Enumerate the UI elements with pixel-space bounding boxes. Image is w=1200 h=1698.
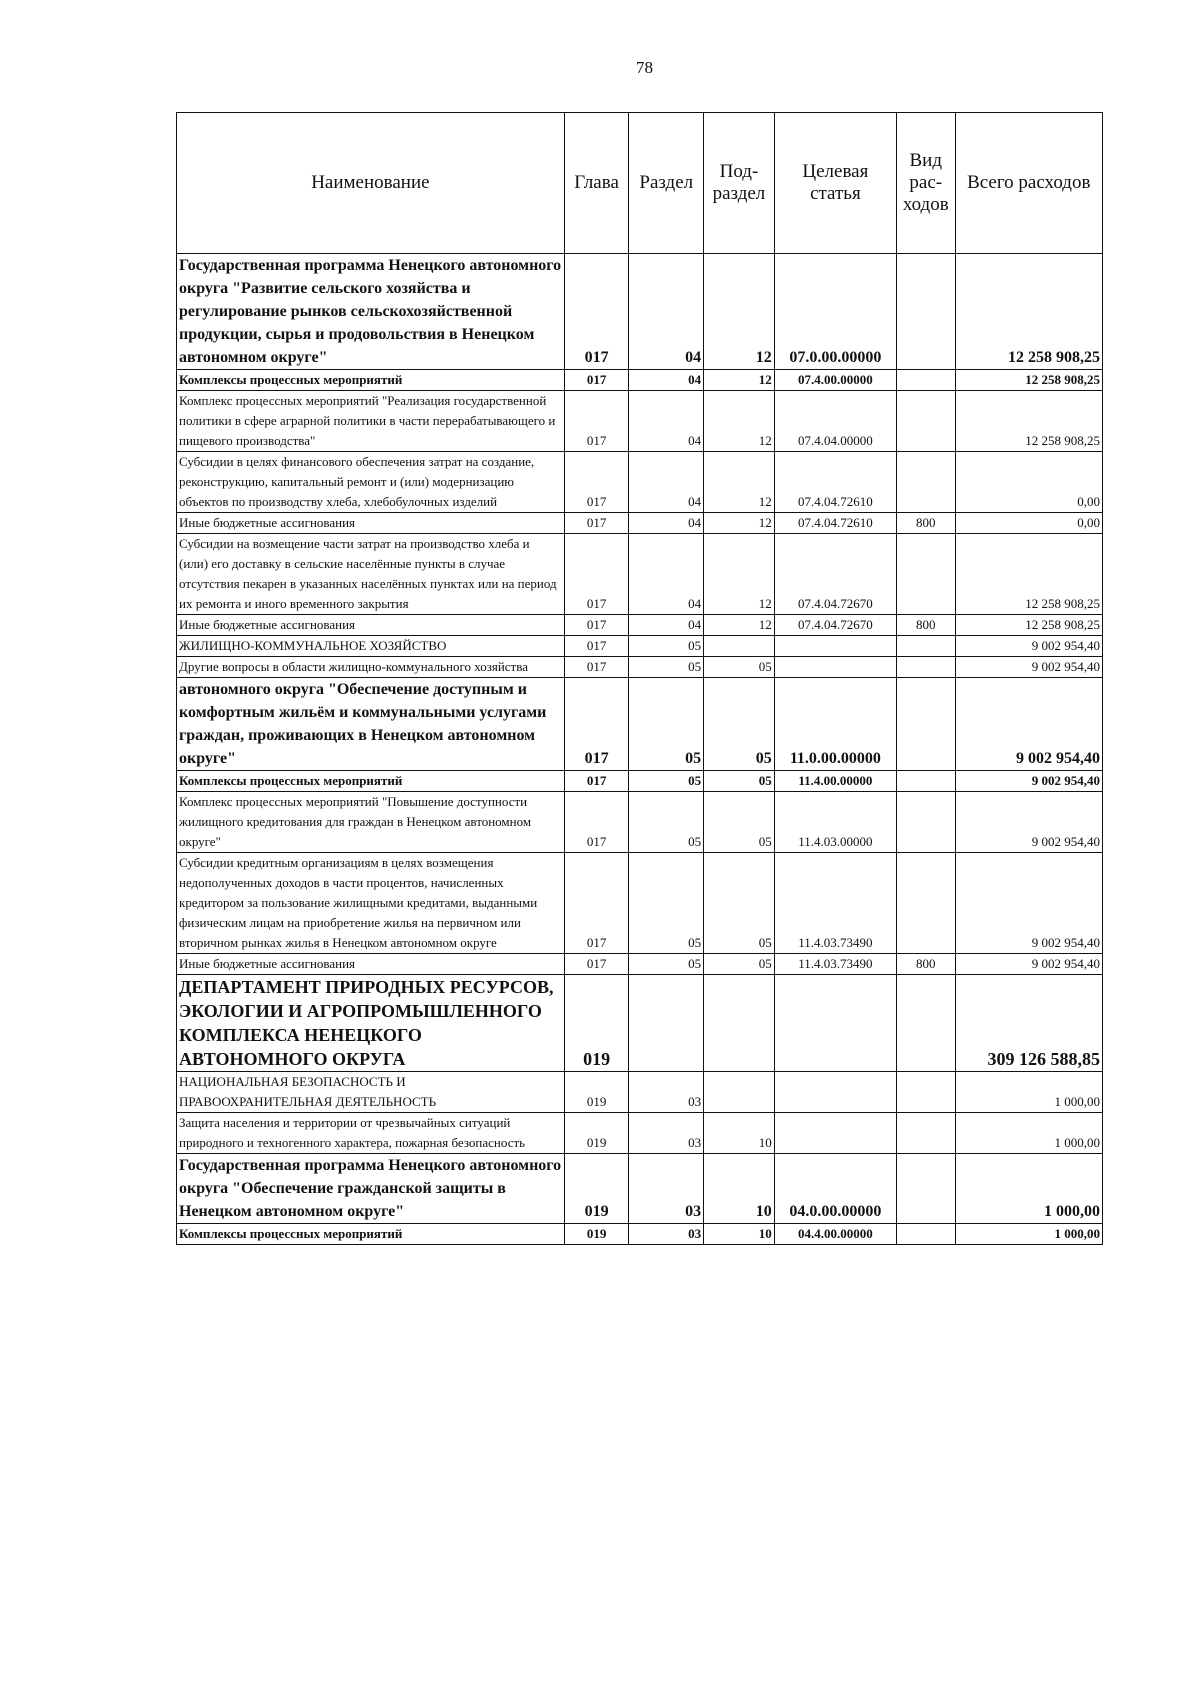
row-total-cell: 1 000,00: [955, 1113, 1102, 1154]
row-total-cell: 9 002 954,40: [955, 771, 1102, 792]
row-tselevaya-cell: 11.4.03.73490: [774, 853, 896, 954]
row-total-cell: 309 126 588,85: [955, 975, 1102, 1072]
row-name-cell: НАЦИОНАЛЬНАЯ БЕЗОПАСНОСТЬ И ПРАВООХРАНИТЕЛЬНАЯ ДЕЯТЕЛЬНОСТЬ: [177, 1072, 565, 1113]
header-tselevaya-statya: Целевая статья: [774, 113, 896, 254]
row-tselevaya-cell: 07.4.04.00000: [774, 391, 896, 452]
row-tselevaya-cell: 07.4.04.72670: [774, 615, 896, 636]
row-name-cell: Комплексы процессных мероприятий: [177, 1224, 565, 1245]
row-podrazdel-cell: 10: [704, 1224, 775, 1245]
row-tselevaya-cell: [774, 1072, 896, 1113]
row-razdel-cell: 05: [629, 792, 704, 853]
table-row: [177, 975, 1103, 1072]
row-name-cell: Государственная программа Ненецкого автономного округа "Развитие сельского хозяйства и регулирование рынков сельскохозяйственной продукции, сырья и продовольствия в Ненецком автономном округе": [177, 254, 565, 370]
row-podrazdel-cell: 12: [704, 370, 775, 391]
row-name-cell: Защита населения и территории от чрезвычайных ситуаций природного и техногенного характера, пожарная безопасность: [177, 1113, 565, 1154]
row-razdel-cell: 04: [629, 254, 704, 370]
row-tselevaya-cell: [774, 975, 896, 1072]
row-vid-cell: [896, 534, 955, 615]
row-glava-cell: 017: [564, 254, 629, 370]
row-glava-cell: 019: [564, 1154, 629, 1224]
row-razdel-cell: 05: [629, 657, 704, 678]
row-tselevaya-cell: 07.4.04.72610: [774, 513, 896, 534]
table-row: [177, 954, 1103, 975]
row-name-cell: Иные бюджетные ассигнования: [177, 615, 565, 636]
row-total-cell: 9 002 954,40: [955, 678, 1102, 771]
row-total-cell: 9 002 954,40: [955, 853, 1102, 954]
row-tselevaya-cell: [774, 636, 896, 657]
row-glava-cell: 017: [564, 678, 629, 771]
table-row: [177, 615, 1103, 636]
row-glava-cell: 017: [564, 792, 629, 853]
table-row: [177, 853, 1103, 954]
row-tselevaya-cell: 11.4.03.73490: [774, 954, 896, 975]
row-name-cell: Другие вопросы в области жилищно-коммунального хозяйства: [177, 657, 565, 678]
row-podrazdel-cell: 05: [704, 954, 775, 975]
row-razdel-cell: 04: [629, 615, 704, 636]
row-razdel-cell: 04: [629, 534, 704, 615]
header-razdel: Раздел: [629, 113, 704, 254]
row-tselevaya-cell: 07.0.00.00000: [774, 254, 896, 370]
row-vid-cell: [896, 1113, 955, 1154]
row-glava-cell: 017: [564, 853, 629, 954]
row-vid-cell: [896, 975, 955, 1072]
row-podrazdel-cell: [704, 1072, 775, 1113]
row-name-cell: Субсидии кредитным организациям в целях возмещения недополученных доходов в части процентов, начисленных кредитором за пользование жилищными кредитами, выданными физическим лицам на приобретение жилья на первичном или вторичном рынках жилья в Ненецком автономном округе: [177, 853, 565, 954]
row-tselevaya-cell: 11.4.03.00000: [774, 792, 896, 853]
row-glava-cell: 017: [564, 534, 629, 615]
row-glava-cell: 019: [564, 1072, 629, 1113]
row-podrazdel-cell: 05: [704, 771, 775, 792]
row-vid-cell: [896, 391, 955, 452]
row-podrazdel-cell: 10: [704, 1154, 775, 1224]
row-tselevaya-cell: 04.0.00.00000: [774, 1154, 896, 1224]
row-total-cell: 9 002 954,40: [955, 954, 1102, 975]
row-vid-cell: [896, 370, 955, 391]
row-tselevaya-cell: 07.4.04.72670: [774, 534, 896, 615]
row-vid-cell: [896, 771, 955, 792]
table-row: [177, 391, 1103, 452]
row-name-cell: Иные бюджетные ассигнования: [177, 954, 565, 975]
row-podrazdel-cell: 12: [704, 391, 775, 452]
row-total-cell: 0,00: [955, 452, 1102, 513]
header-podrazdel: Под- раздел: [704, 113, 775, 254]
row-total-cell: 12 258 908,25: [955, 391, 1102, 452]
row-podrazdel-cell: 12: [704, 254, 775, 370]
row-tselevaya-cell: 07.4.04.72610: [774, 452, 896, 513]
row-glava-cell: 017: [564, 771, 629, 792]
row-vid-cell: [896, 792, 955, 853]
row-total-cell: 12 258 908,25: [955, 534, 1102, 615]
row-podrazdel-cell: 05: [704, 792, 775, 853]
budget-table: [176, 112, 1103, 1245]
row-total-cell: 0,00: [955, 513, 1102, 534]
row-vid-cell: 800: [896, 954, 955, 975]
row-podrazdel-cell: 12: [704, 615, 775, 636]
row-tselevaya-cell: 11.4.00.00000: [774, 771, 896, 792]
row-tselevaya-cell: [774, 1113, 896, 1154]
row-glava-cell: 017: [564, 954, 629, 975]
table-row: [177, 513, 1103, 534]
row-total-cell: 12 258 908,25: [955, 370, 1102, 391]
table-row: [177, 254, 1103, 370]
row-vid-cell: 800: [896, 615, 955, 636]
row-podrazdel-cell: 12: [704, 534, 775, 615]
row-vid-cell: 800: [896, 513, 955, 534]
page-number: 78: [636, 58, 653, 77]
row-name-cell: Субсидии в целях финансового обеспечения затрат на создание, реконструкцию, капитальный ремонт и (или) модернизацию объектов по производству хлеба, хлебобулочных изделий: [177, 452, 565, 513]
row-vid-cell: [896, 254, 955, 370]
row-razdel-cell: [629, 975, 704, 1072]
row-razdel-cell: 04: [629, 391, 704, 452]
row-name-cell: ЖИЛИЩНО-КОММУНАЛЬНОЕ ХОЗЯЙСТВО: [177, 636, 565, 657]
table-row: [177, 1154, 1103, 1224]
row-vid-cell: [896, 1154, 955, 1224]
header-name: Наименование: [177, 113, 565, 254]
row-glava-cell: 017: [564, 452, 629, 513]
row-name-cell: автономного округа "Обеспечение доступным и комфортным жильём и коммунальными услугами граждан, проживающих в Ненецком автономном округе": [177, 678, 565, 771]
table-row: [177, 534, 1103, 615]
table-body: [177, 254, 1103, 1245]
row-total-cell: 1 000,00: [955, 1154, 1102, 1224]
row-razdel-cell: 04: [629, 370, 704, 391]
row-total-cell: 12 258 908,25: [955, 615, 1102, 636]
table-row: [177, 1224, 1103, 1245]
row-total-cell: 1 000,00: [955, 1224, 1102, 1245]
table-row: [177, 771, 1103, 792]
row-podrazdel-cell: [704, 975, 775, 1072]
header-vid-raskhodov: Вид рас- ходов: [896, 113, 955, 254]
row-razdel-cell: 03: [629, 1113, 704, 1154]
row-name-cell: ДЕПАРТАМЕНТ ПРИРОДНЫХ РЕСУРСОВ, ЭКОЛОГИИ И АГРОПРОМЫШЛЕННОГО КОМПЛЕКСА НЕНЕЦКОГО АВТОНОМНОГО ОКРУГА: [177, 975, 565, 1072]
row-name-cell: Комплекс процессных мероприятий "Повышение доступности жилищного кредитования для граждан в Ненецком автономном округе": [177, 792, 565, 853]
row-podrazdel-cell: 05: [704, 853, 775, 954]
table-row: [177, 657, 1103, 678]
table-row: [177, 1072, 1103, 1113]
header-total: Всего расходов: [955, 113, 1102, 254]
row-glava-cell: 017: [564, 657, 629, 678]
row-tselevaya-cell: 04.4.00.00000: [774, 1224, 896, 1245]
row-podrazdel-cell: 12: [704, 452, 775, 513]
row-razdel-cell: 05: [629, 954, 704, 975]
row-razdel-cell: 04: [629, 513, 704, 534]
table-row: [177, 1113, 1103, 1154]
table-row: [177, 452, 1103, 513]
row-podrazdel-cell: [704, 636, 775, 657]
header-glava: Глава: [564, 113, 629, 254]
row-razdel-cell: 05: [629, 636, 704, 657]
row-name-cell: Субсидии на возмещение части затрат на производство хлеба и (или) его доставку в сельские населённые пункты в случае отсутствия пекарен в указанных населённых пунктах или на период их ремонта и иного временного закрытия: [177, 534, 565, 615]
row-glava-cell: 017: [564, 370, 629, 391]
row-name-cell: Государственная программа Ненецкого автономного округа "Обеспечение гражданской защиты в Ненецком автономном округе": [177, 1154, 565, 1224]
table-row: [177, 370, 1103, 391]
row-name-cell: Комплексы процессных мероприятий: [177, 771, 565, 792]
row-vid-cell: [896, 452, 955, 513]
row-razdel-cell: 05: [629, 771, 704, 792]
row-vid-cell: [896, 657, 955, 678]
row-razdel-cell: 05: [629, 853, 704, 954]
row-glava-cell: 019: [564, 975, 629, 1072]
row-name-cell: Комплексы процессных мероприятий: [177, 370, 565, 391]
row-glava-cell: 017: [564, 636, 629, 657]
row-vid-cell: [896, 636, 955, 657]
row-tselevaya-cell: [774, 657, 896, 678]
row-glava-cell: 019: [564, 1224, 629, 1245]
row-total-cell: 9 002 954,40: [955, 792, 1102, 853]
row-tselevaya-cell: 07.4.00.00000: [774, 370, 896, 391]
table-row: [177, 636, 1103, 657]
row-podrazdel-cell: 05: [704, 678, 775, 771]
table-header-row: [177, 113, 1103, 254]
row-razdel-cell: 04: [629, 452, 704, 513]
row-glava-cell: 019: [564, 1113, 629, 1154]
row-tselevaya-cell: 11.0.00.00000: [774, 678, 896, 771]
row-podrazdel-cell: 05: [704, 657, 775, 678]
row-podrazdel-cell: 10: [704, 1113, 775, 1154]
row-razdel-cell: 03: [629, 1072, 704, 1113]
row-vid-cell: [896, 1072, 955, 1113]
row-total-cell: 9 002 954,40: [955, 657, 1102, 678]
row-name-cell: Комплекс процессных мероприятий "Реализация государственной политики в сфере аграрной политики в части перерабатывающего и пищевого производства": [177, 391, 565, 452]
row-razdel-cell: 03: [629, 1224, 704, 1245]
row-razdel-cell: 03: [629, 1154, 704, 1224]
row-total-cell: 9 002 954,40: [955, 636, 1102, 657]
row-vid-cell: [896, 1224, 955, 1245]
row-glava-cell: 017: [564, 513, 629, 534]
row-vid-cell: [896, 853, 955, 954]
table-row: [177, 792, 1103, 853]
row-razdel-cell: 05: [629, 678, 704, 771]
row-name-cell: Иные бюджетные ассигнования: [177, 513, 565, 534]
row-glava-cell: 017: [564, 615, 629, 636]
row-vid-cell: [896, 678, 955, 771]
row-podrazdel-cell: 12: [704, 513, 775, 534]
row-total-cell: 12 258 908,25: [955, 254, 1102, 370]
row-total-cell: 1 000,00: [955, 1072, 1102, 1113]
table-row: [177, 678, 1103, 771]
row-glava-cell: 017: [564, 391, 629, 452]
